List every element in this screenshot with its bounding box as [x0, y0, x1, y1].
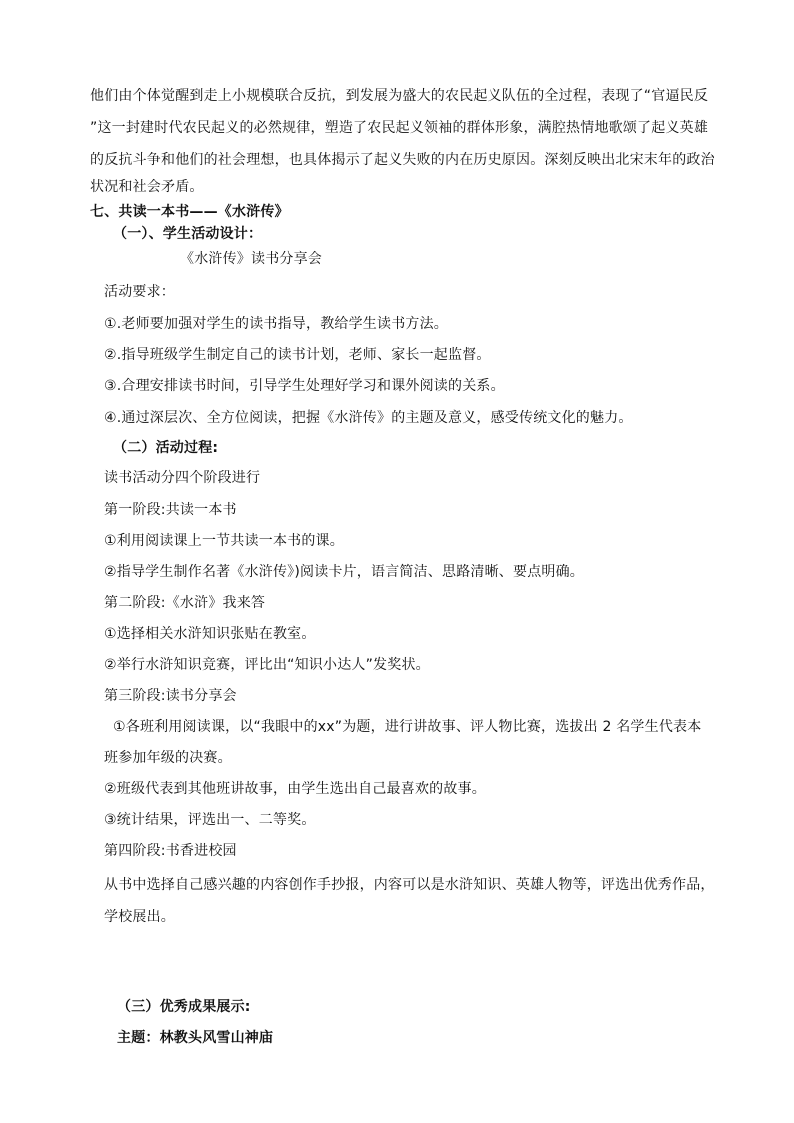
stage-item-continued: 班参加年级的决赛。	[104, 750, 232, 766]
stage4-title: 第四阶段:书香进校园	[104, 843, 237, 859]
requirement-item: ①.老师要加强对学生的读书指导，教给学生读书方法。	[104, 316, 448, 332]
intro-line-1: 他们由个体觉醒到走上小规模联合反抗，到发展为盛大的农民起义队伍的全过程，表现了“官逼民反	[90, 88, 709, 104]
stage-item: ②班级代表到其他班讲故事，由学生选出自己最喜欢的故事。	[104, 781, 486, 797]
stage-item: ①选择相关水浒知识张贴在教室。	[104, 626, 316, 642]
part2-title: （二）活动过程:	[113, 440, 219, 456]
requirement-item: ④.通过深层次、全方位阅读，把握《水浒传》的主题及意义，感受传统文化的魅力。	[104, 410, 633, 426]
stage-item: ②指导学生制作名著《水浒传》)阅读卡片，语言简洁、思路清晰、要点明确。	[104, 564, 585, 580]
intro-line-3: 的反抗斗争和他们的社会理想，也具体揭示了起义失败的内在历史原因。深刻反映出北宋末年的政治	[90, 152, 715, 168]
requirements-label: 活动要求：	[104, 284, 175, 300]
activity-title: 《水浒传》读书分享会	[180, 251, 322, 267]
stage-item: ①各班利用阅读课，以“我眼中的xx”为题，进行讲故事、评人物比赛，选拔出 2 名学生代表本	[113, 719, 702, 735]
stage1-title: 第一阶段:共读一本书	[104, 502, 237, 518]
stage-item: ②举行水浒知识竞赛，评比出“知识小达人”发奖状。	[104, 657, 430, 673]
part1-title: （一）、学生活动设计：	[113, 226, 263, 242]
showcase-theme: 主题：林教头风雪山神庙	[117, 1030, 274, 1046]
process-overview: 读书活动分四个阶段进行	[104, 470, 261, 486]
part3-title: （三）优秀成果展示:	[117, 999, 251, 1015]
stage3-title: 第三阶段:读书分享会	[104, 688, 237, 704]
intro-line-4: 状况和社会矛盾。	[90, 179, 204, 195]
stage4-text-continued: 学校展出。	[104, 909, 175, 925]
intro-line-2: ”这一封建时代农民起义的必然规律，塑造了农民起义领袖的群体形象，满腔热情地歌颂了起义英雄	[90, 120, 709, 136]
stage2-title: 第二阶段:《水浒》我来答	[104, 595, 266, 611]
requirement-item: ②.指导班级学生制定自己的读书计划，老师、家长一起监督。	[104, 347, 491, 363]
stage-item: ③统计结果，评选出一、二等奖。	[104, 812, 316, 828]
stage-item: ①利用阅读课上一节共读一本书的课。	[104, 533, 344, 549]
requirement-item: ③.合理安排读书时间，引导学生处理好学习和课外阅读的关系。	[104, 378, 505, 394]
stage4-text: 从书中选择自己感兴趣的内容创作手抄报，内容可以是水浒知识、英雄人物等，评选出优秀作品，	[104, 877, 715, 893]
section-heading: 七、共读一本书——《水浒传》	[90, 204, 289, 220]
